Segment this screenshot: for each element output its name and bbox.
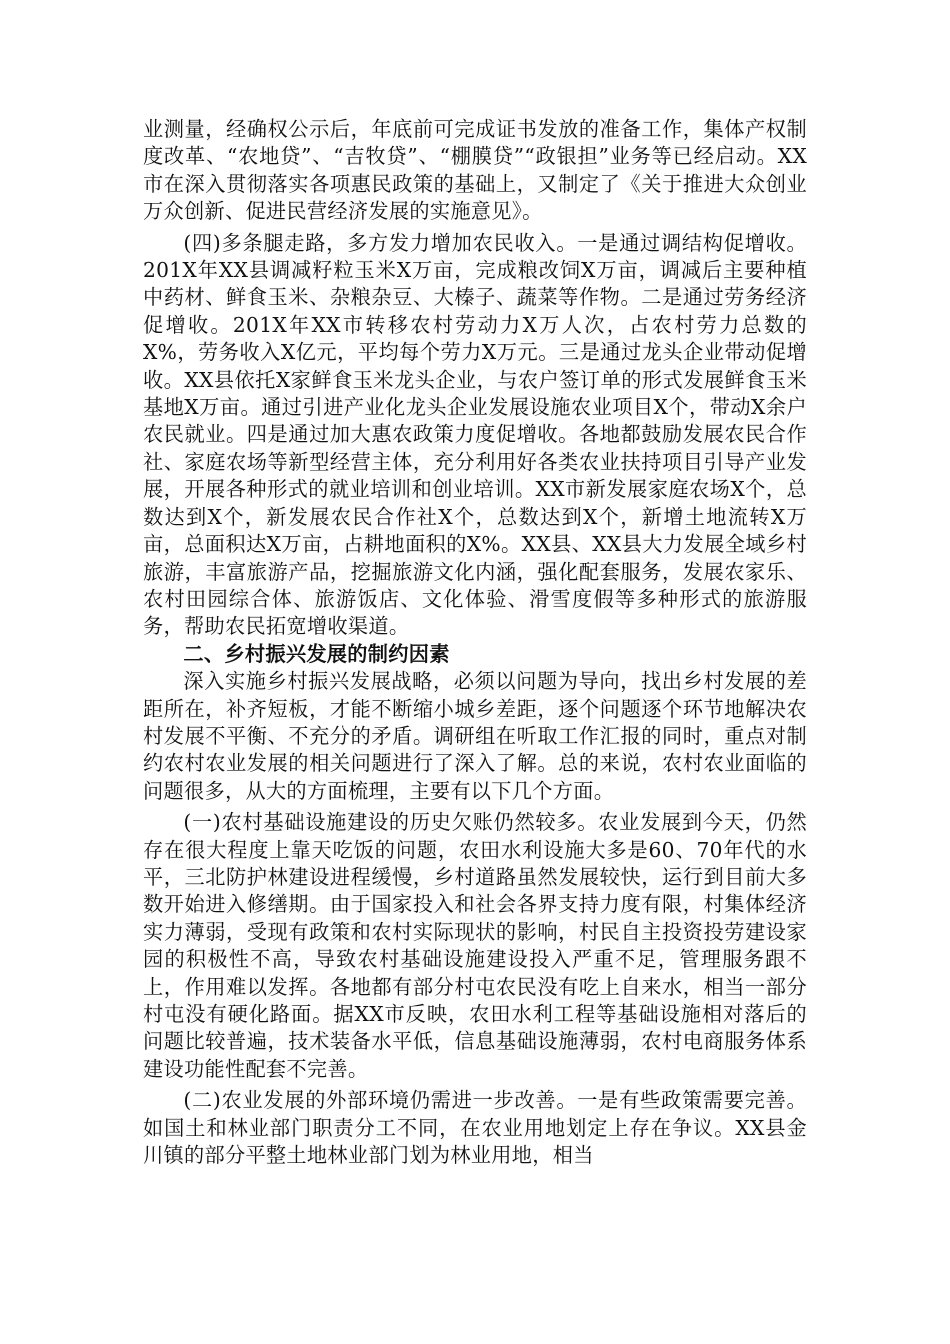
paragraph-increase-income: (四)多条腿走路，多方发力增加农民收入。一是通过调结构促增收。201X年XX县调减籽粒玉米X万亩，完成粮改饲X万亩，调减后主要种植中药材、鲜食玉米、杂粮杂豆、大榛子、蔬菜等作物。二是通过劳务经济促增收。201X年XX市转移农村劳动力X万人次，占农村劳力总数的X%，劳务收入X亿元，平均每个劳力X万元。三是通过龙头企业带动促增收。XX县依托X家鲜食玉米龙头企业，与农户签订单的形式发展鲜食玉米基地X万亩。通过引进产业化龙头企业发展设施农业项目X个，带动X余户农民就业。四是通过加大惠农政策力度促增收。各地都鼓励发展农民合作社、家庭农场等新型经营主体，充分利用好各类农业扶持项目引导产业发展，开展各种形式的就业培训和创业培训。XX市新发展家庭农场X个，总数达到X个，新发展农民合作社X个，总数达到X个，新增土地流转X万亩，总面积达X万亩，占耕地面积的X%。XX县、XX县大力发展全域乡村旅游，丰富旅游产品，挖掘旅游文化内涵，强化配套服务，发展农家乐、农村田园综合体、旅游饭店、文化体验、滑雪度假等多种形式的旅游服务，帮助农民拓宽增收渠道。 [143,230,807,639]
document-body [143,116,807,1169]
section-heading: 二、乡村振兴发展的制约因素 [183,641,450,666]
paragraph-infrastructure: (一)农村基础设施建设的历史欠账仍然较多。农业发展到今天，仍然存在很大程度上靠天吃饭的问题，农田水利设施大多是60、70年代的水平，三北防护林建设进程缓慢，乡村道路虽然发展较快，运行到目前大多数开始进入修缮期。由于国家投入和社会各界支持力度有限，村集体经济实力薄弱，受现有政策和农村实际现状的影响，村民自主投资投劳建设家园的积极性不高，导致农村基础设施建设投入严重不足，管理服务跟不上，作用难以发挥。各地都有部分村屯农民没有吃上自来水，相当一部分村屯没有硬化路面。据XX市反映，农田水利工程等基础设施相对落后的问题比较普遍，技术装备水平低，信息基础设施薄弱，农村电商服务体系建设功能性配套不完善。 [143,810,807,1081]
paragraph-external-environment: (二)农业发展的外部环境仍需进一步改善。一是有些政策需要完善。如国土和林业部门职责分工不同，在农业用地划定上存在争议。XX县金川镇的部分平整土地林业部门划为林业用地，相当 [143,1088,807,1168]
paragraph-constraints-intro: 深入实施乡村振兴发展战略，必须以问题为导向，找出乡村发展的差距所在，补齐短板，才能不断缩小城乡差距，逐个问题逐个环节地解决农村发展不平衡、不充分的矛盾。调研组在听取工作汇报的同时，重点对制约农村农业发展的相关问题进行了深入了解。总的来说，农村农业面临的问题很多，从大的方面梳理，主要有以下几个方面。 [143,669,807,803]
paragraph-continuation: 业测量，经确权公示后，年底前可完成证书发放的准备工作，集体产权制度改革、“农地贷”、“吉牧贷”、“棚膜贷”“政银担”业务等已经启动。XX市在深入贯彻落实各项惠民政策的基础上，又制定了《关于推进大众创业万众创新、促进民营经济发展的实施意见》。 [143,117,807,224]
